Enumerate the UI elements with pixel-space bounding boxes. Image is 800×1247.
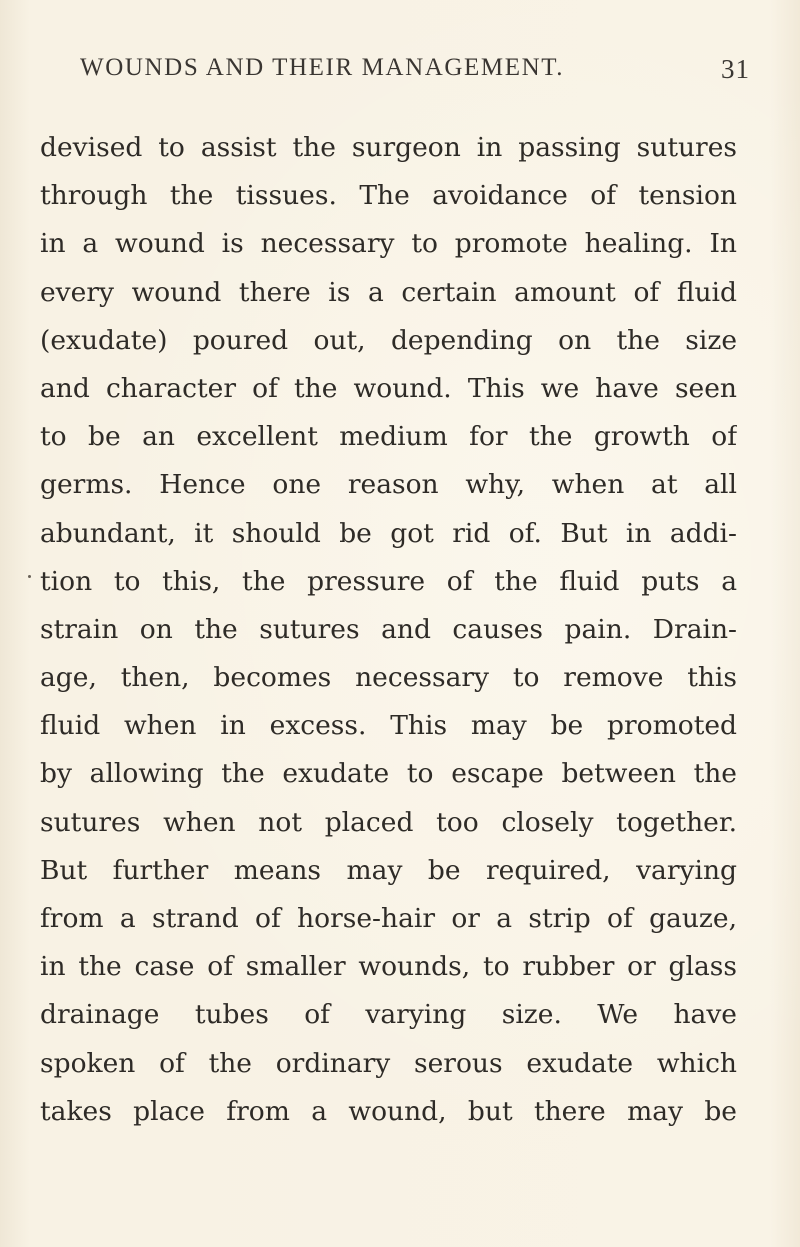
page-number: 31 <box>721 54 750 84</box>
text-line: (exudate) poured out, depending on the size <box>40 324 737 356</box>
text-line: germs. Hence one reason why, when at all <box>40 469 737 501</box>
text-line: devised to assist the surgeon in passing sutures <box>40 132 737 163</box>
text-line: from a strand of horse-hair or a strip of gauze, <box>40 903 737 934</box>
text-line: age, then, becomes necessary to remove this <box>40 662 737 694</box>
running-head <box>60 54 750 90</box>
body-paragraph <box>40 124 737 1136</box>
running-title: WOUNDS AND THEIR MANAGEMENT. <box>80 54 565 81</box>
text-line: fluid when in excess. This may be promoted <box>40 710 737 742</box>
text-line: to be an excellent medium for the growth of <box>40 421 737 453</box>
text-line: through the tissues. The avoidance of tension <box>40 180 737 212</box>
text-line: takes place from a wound, but there may be <box>40 1095 737 1127</box>
text-line: abundant, it should be got rid of. But in addi- <box>40 517 737 549</box>
text-line: tion to this, the pressure of the fluid puts a <box>40 565 737 597</box>
text-line: in the case of smaller wounds, to rubber or glass <box>40 951 737 983</box>
text-line: in a wound is necessary to promote healing. In <box>40 228 737 260</box>
text-line: every wound there is a certain amount of fluid <box>40 276 737 308</box>
text-line: But further means may be required, varying <box>40 854 737 886</box>
text-line: by allowing the exudate to escape between the <box>40 758 737 790</box>
margin-speck <box>28 575 31 578</box>
text-line: spoken of the ordinary serous exudate which <box>40 1047 737 1079</box>
text-line: strain on the sutures and causes pain. Drain- <box>40 613 737 645</box>
text-line: and character of the wound. This we have seen <box>40 372 737 404</box>
text-line: sutures when not placed too closely together. <box>40 806 737 838</box>
text-line: drainage tubes of varying size. We have <box>40 999 737 1031</box>
